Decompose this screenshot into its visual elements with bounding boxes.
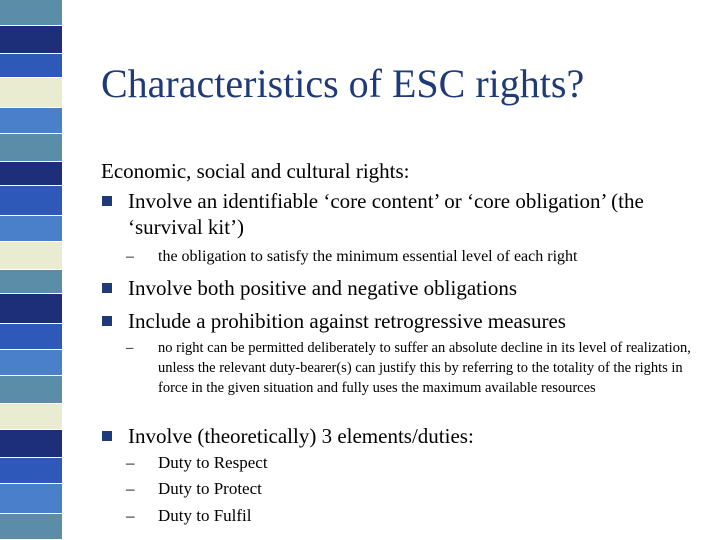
- square-bullet-icon: [102, 431, 112, 441]
- intro-text: Economic, social and cultural rights:: [101, 159, 410, 183]
- slide-title: Characteristics of ESC rights?: [101, 61, 585, 106]
- decorative-stripe: [0, 0, 62, 540]
- square-bullet-icon: [102, 316, 112, 326]
- square-bullet-icon: [102, 196, 112, 206]
- square-bullet-icon: [102, 283, 112, 293]
